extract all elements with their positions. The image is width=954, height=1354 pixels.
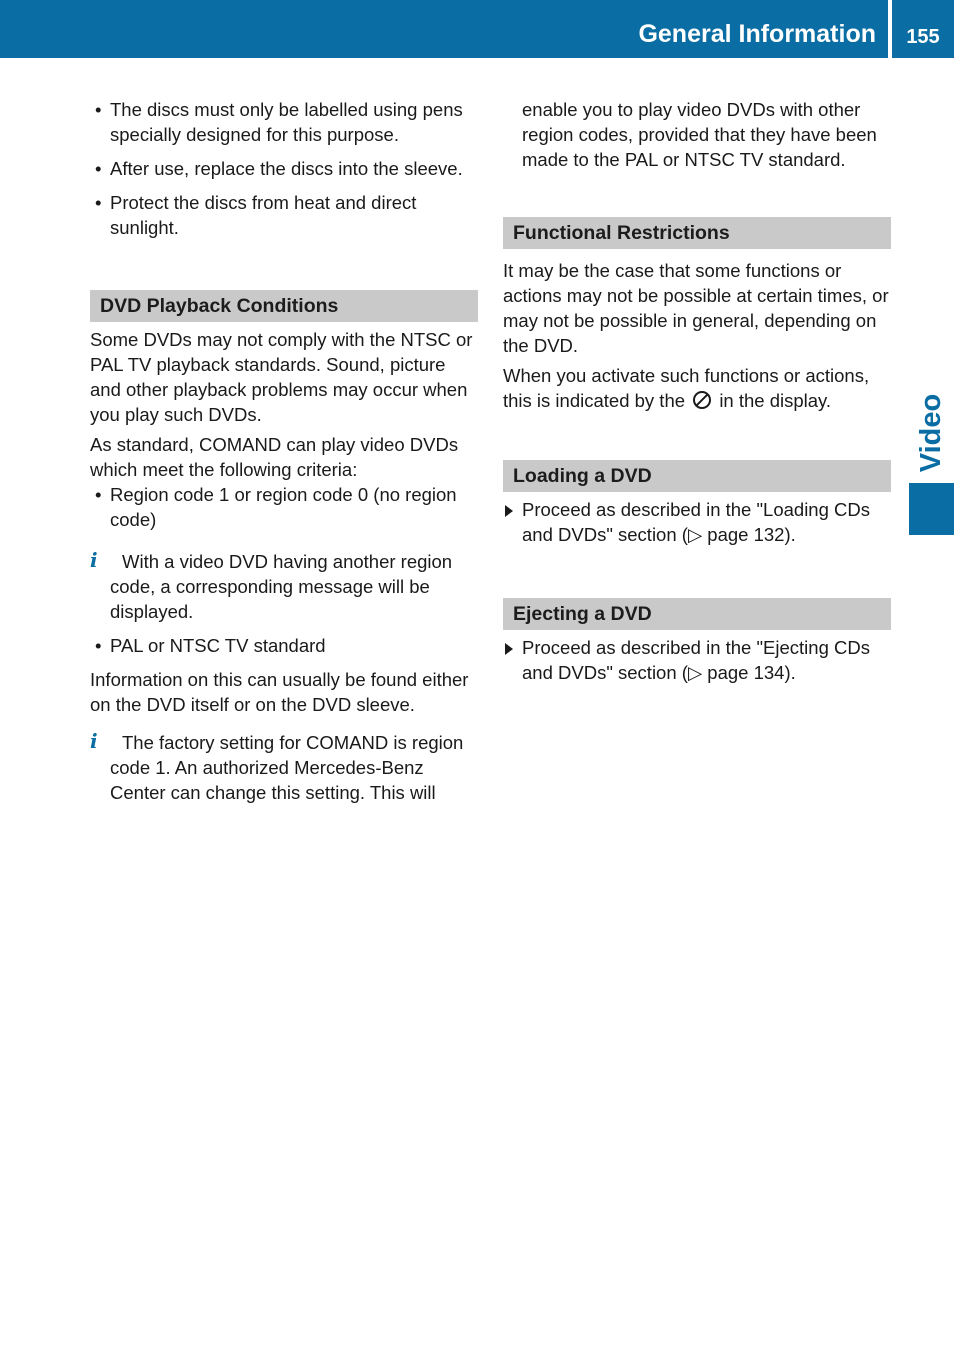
no-entry-icon	[693, 391, 711, 409]
info-note	[90, 549, 478, 624]
instruction-step	[503, 497, 891, 547]
info-text: With a video DVD having another region code, a corresponding message will be displayed.	[110, 551, 453, 622]
list-item	[90, 97, 478, 147]
bullet-dot: •	[95, 484, 102, 505]
paragraph: Information on this can usually be found either on the DVD itself or on the DVD sleeve.	[90, 669, 469, 715]
instruction-step	[503, 635, 891, 685]
right-column	[503, 97, 891, 685]
list-item	[90, 482, 478, 532]
section-heading-dvd-playback: DVD Playback Conditions	[90, 290, 478, 322]
paragraph: enable you to play video DVDs with other region codes, provided that they have been made to the PAL or NTSC TV standard.	[522, 99, 877, 170]
list-item	[90, 156, 478, 181]
side-tab-marker	[909, 483, 954, 535]
paragraph: It may be the case that some functions or actions may not be possible at certain times, or may not be possible in general, depending on the DVD.	[503, 260, 889, 356]
paragraph-text: When you activate such functions or actions, this is indicated by the	[503, 365, 870, 411]
section-heading-loading: Loading a DVD	[503, 460, 891, 492]
list-item-text: PAL or NTSC TV standard	[110, 635, 326, 656]
bullet-dot: •	[95, 158, 102, 179]
list-item	[90, 633, 478, 658]
list-item	[90, 190, 478, 240]
paragraph: Some DVDs may not comply with the NTSC or PAL TV playback standards. Sound, picture and other playback problems may occur when you play such DVDs.	[90, 329, 473, 425]
bullet-dot: •	[95, 99, 102, 120]
bullet-dot: •	[95, 192, 102, 213]
header-bar	[0, 0, 888, 58]
paragraph: As standard, COMAND can play video DVDs which meet the following criteria:	[90, 434, 459, 480]
side-tab-text: Video	[915, 393, 948, 473]
left-column	[90, 97, 478, 805]
section-heading-functional-restrictions: Functional Restrictions	[503, 217, 891, 249]
page-title: General Information	[638, 20, 876, 48]
list-item-text: Region code 1 or region code 0 (no region code)	[110, 484, 457, 530]
bullet-dot: •	[95, 635, 102, 656]
list-item-text: Protect the discs from heat and direct sunlight.	[110, 192, 417, 238]
paragraph-text: in the display.	[719, 390, 832, 411]
info-icon: i	[90, 729, 98, 753]
page-number: 155	[906, 26, 940, 48]
list-item-text: After use, replace the discs into the sleeve.	[110, 158, 463, 179]
info-text: The factory setting for COMAND is region code 1. An authorized Mercedes-Benz Center can change this setting. This will	[110, 732, 464, 803]
step-arrow-icon	[505, 643, 513, 655]
side-tab-label	[909, 393, 954, 473]
paragraph	[503, 363, 891, 413]
step-text: Proceed as described in the "Loading CDs and DVDs" section (▷ page 132).	[522, 499, 870, 545]
step-arrow-icon	[505, 505, 513, 517]
page-number-box	[892, 0, 954, 58]
section-heading-ejecting: Ejecting a DVD	[503, 598, 891, 630]
info-icon: i	[90, 548, 98, 572]
info-note	[90, 730, 478, 805]
list-item-text: The discs must only be labelled using pens specially designed for this purpose.	[110, 99, 463, 145]
step-text: Proceed as described in the "Ejecting CDs and DVDs" section (▷ page 134).	[522, 637, 870, 683]
